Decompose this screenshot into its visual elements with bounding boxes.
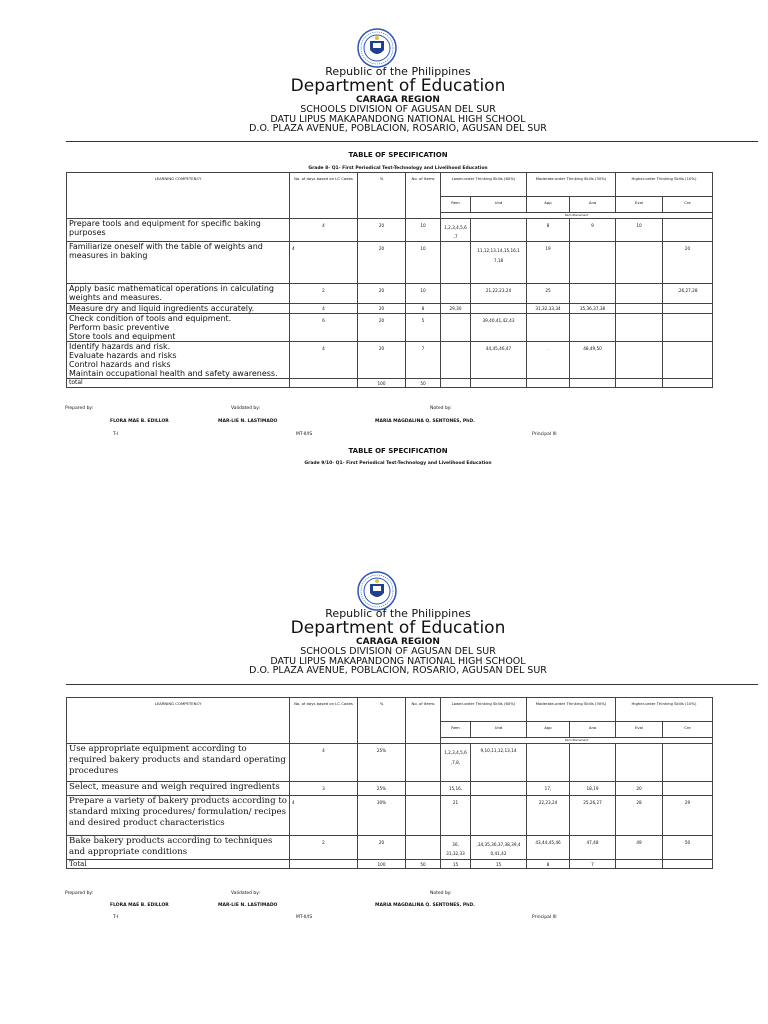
rem-cell <box>441 284 471 304</box>
days-cell: 4 <box>290 744 358 782</box>
col-cre: Cre <box>663 722 713 738</box>
noted-label: Noted by: <box>430 406 452 411</box>
col-ana: Ana <box>570 197 616 213</box>
letterhead <box>0 66 768 134</box>
und-cell: 9,10,11,12,13,14 <box>471 744 527 782</box>
eval-cell: 10 <box>616 219 663 242</box>
department-title: Department of Education <box>290 618 506 638</box>
col-higher-order: Higher-order Thinking Skills (10%) <box>616 698 713 722</box>
table-row <box>67 796 713 836</box>
eval-cell <box>616 342 663 379</box>
items-cell: 10 <box>406 219 441 242</box>
table-row <box>67 782 713 796</box>
prepared-position: T-I <box>113 432 119 437</box>
competency-cell: Use appropriate equipment according to required bakery products and standard operating procedures <box>67 744 290 782</box>
table-row <box>67 836 713 860</box>
competency-cell: Familiarize oneself with the table of weights and measures in baking <box>67 242 290 284</box>
eval-cell: 28 <box>616 796 663 836</box>
rem-cell: 15,16, <box>441 782 471 796</box>
republic-line: Republic of the Philippines <box>325 65 471 78</box>
days-cell: 4 <box>290 219 358 242</box>
total-app: 8 <box>527 860 570 869</box>
school-line: DATU LIPUS MAKAPANDONG NATIONAL HIGH SCHOOL <box>270 655 526 667</box>
app-cell: 19 <box>527 242 570 284</box>
items-cell <box>406 836 441 860</box>
und-cell <box>471 796 527 836</box>
prepared-name: FLORA MAE B. EDILLOR <box>110 903 169 908</box>
validated-label: Validated by: <box>231 891 261 896</box>
percent-cell: 20 <box>358 219 406 242</box>
competency-cell: Measure dry and liquid ingredients accurately. <box>67 304 290 314</box>
validated-name: MAR-LIE N. LASTIMADO <box>218 903 278 908</box>
und-cell: 39,40,41,42,43 <box>471 314 527 342</box>
col-competency: LEARNING COMPETENCY <box>67 698 290 744</box>
eval-cell <box>616 304 663 314</box>
competency-cell: Apply basic mathematical operations in calculating weights and measures. <box>67 284 290 304</box>
validated-position: MT-II/IS <box>296 432 313 437</box>
spec-table-grade8 <box>66 172 713 388</box>
ana-cell <box>570 744 616 782</box>
prepared-label: Prepared by: <box>65 891 94 896</box>
competency-cell: Prepare tools and equipment for specific baking purposes <box>67 219 290 242</box>
col-rem: Rem <box>441 722 471 738</box>
rem-cell: 21 <box>441 796 471 836</box>
und-cell: 44,45,46,47 <box>471 342 527 379</box>
rem-cell: 29,30 <box>441 304 471 314</box>
tos-title-2: TABLE OF SPECIFICATION <box>348 447 448 455</box>
table-row <box>67 314 713 342</box>
division-line: SCHOOLS DIVISION OF AGUSAN DEL SUR <box>300 104 496 115</box>
app-cell: . <box>527 342 570 379</box>
col-eval: Eval <box>616 722 663 738</box>
prepared-label: Prepared by: <box>65 406 94 411</box>
und-cell: 21,22,23,24 <box>471 284 527 304</box>
competency-cell: Check condition of tools and equipment. Perform basic preventive Store tools and equipment <box>67 314 290 342</box>
table-row <box>67 284 713 304</box>
competency-cell: Identify hazards and risk. Evaluate hazards and risks Control hazards and risks Maintain occupational health and safety awareness. <box>67 342 290 379</box>
col-app: App <box>527 197 570 213</box>
rem-cell: 1,2,3,4,5,6 ,7 <box>441 219 471 242</box>
items-cell <box>406 744 441 782</box>
header-row <box>67 173 713 197</box>
total-row <box>67 379 713 388</box>
region-line: CARAGA REGION <box>356 637 440 647</box>
ana-cell <box>570 314 616 342</box>
noted-position: Principal III <box>532 432 557 437</box>
total-row <box>67 860 713 869</box>
rem-cell: 30, 31,32,33 <box>441 836 471 860</box>
und-cell <box>471 304 527 314</box>
school-line: DATU LIPUS MAKAPANDONG NATIONAL HIGH SCHOOL <box>270 113 526 125</box>
percent-cell: 20 <box>358 314 406 342</box>
col-items: No. of Items <box>406 173 441 219</box>
col-rem: Rem <box>441 197 471 213</box>
days-cell: 6 <box>290 314 358 342</box>
cre-cell: ,26,27,28 <box>663 284 713 304</box>
total-und: 15 <box>471 860 527 869</box>
percent-cell: 20 <box>358 284 406 304</box>
col-lower-order: Lower-order Thinking Skills (60%) <box>441 173 527 197</box>
ana-cell: 25,26,27 <box>570 796 616 836</box>
eval-cell <box>616 284 663 304</box>
col-app: App <box>527 722 570 738</box>
percent-cell: 20 <box>358 304 406 314</box>
total-days <box>290 379 358 388</box>
cre-cell <box>663 314 713 342</box>
und-cell: ,34,35,36,37,38,39,4 0,41,42 <box>471 836 527 860</box>
eval-cell <box>616 242 663 284</box>
rem-cell <box>441 314 471 342</box>
ana-cell: 48,49,50 <box>570 342 616 379</box>
cre-cell <box>663 744 713 782</box>
days-cell: 4 <box>290 342 358 379</box>
app-cell <box>527 314 570 342</box>
percent-cell: 25% <box>358 782 406 796</box>
tos-subtitle-2: Grade 9/10- Q1- First Periodical Test-Technology and Livelihood Education <box>304 461 492 466</box>
days-cell: 4 <box>290 304 358 314</box>
cre-cell <box>663 219 713 242</box>
items-cell <box>406 782 441 796</box>
col-percent: % <box>358 173 406 219</box>
col-higher-order: Higher-order Thinking Skills (10%) <box>616 173 713 197</box>
app-cell: 25 <box>527 284 570 304</box>
noted-position: Principal III <box>532 915 557 920</box>
validated-position: MT-II/IS <box>296 915 313 920</box>
total-days <box>290 860 358 869</box>
items-cell: 8 <box>406 304 441 314</box>
validated-label: Validated by: <box>231 406 261 411</box>
table-row <box>67 304 713 314</box>
col-lower-order: Lower-order Thinking Skills (60%) <box>441 698 527 722</box>
rem-cell <box>441 342 471 379</box>
competency-cell: Prepare a variety of bakery products according to standard mixing procedures/ formulation/ recipes and desired product characteristics <box>67 796 290 836</box>
table-row <box>67 342 713 379</box>
col-eval: Eval <box>616 197 663 213</box>
col-moderate-order: Moderate-order Thinking Skills (30%) <box>527 698 616 722</box>
ana-cell: 9 <box>570 219 616 242</box>
col-percent: % <box>358 698 406 744</box>
ana-cell: 47,48 <box>570 836 616 860</box>
col-und: Und <box>471 722 527 738</box>
spec-table-grade9-10 <box>66 697 713 869</box>
deped-seal-icon <box>357 28 397 68</box>
validated-name: MAR-LIE N. LASTIMADO <box>218 419 278 424</box>
total-percent: 100 <box>358 860 406 869</box>
republic-line: Republic of the Philippines <box>325 607 471 620</box>
und-cell <box>471 219 527 242</box>
total-label: total <box>67 379 290 388</box>
total-items: 50 <box>406 379 441 388</box>
eval-cell <box>616 744 663 782</box>
total-label: Total <box>67 860 290 869</box>
cre-cell <box>663 782 713 796</box>
ana-cell <box>570 284 616 304</box>
noted-name: MARIA MAGDALINA Q. SENTONES, PhD. <box>375 903 475 908</box>
eval-cell <box>616 314 663 342</box>
rem-cell: 1,2,3,4,5,6 ,7,8, <box>441 744 471 782</box>
items-cell: 5 <box>406 314 441 342</box>
percent-cell: 30% <box>358 796 406 836</box>
item-placement-label: Item Placement <box>441 738 713 744</box>
region-line: CARAGA REGION <box>356 95 440 105</box>
table-row <box>67 219 713 242</box>
department-title: Department of Education <box>290 76 506 96</box>
ana-cell <box>570 242 616 284</box>
ana-cell: 35,36,37,38 <box>570 304 616 314</box>
header-row <box>67 698 713 722</box>
items-cell: 7 <box>406 342 441 379</box>
col-days: No. of days based on LC Codes <box>290 173 358 219</box>
tos-subtitle: Grade 8- Q1- First Periodical Test-Technology and Livelihood Education <box>308 166 488 171</box>
app-cell: 43,44,45,46 <box>527 836 570 860</box>
items-cell <box>406 796 441 836</box>
cre-cell: 20 <box>663 242 713 284</box>
deped-seal-icon <box>357 571 397 611</box>
division-line: SCHOOLS DIVISION OF AGUSAN DEL SUR <box>300 646 496 657</box>
days-cell: 3 <box>290 782 358 796</box>
total-items: 50 <box>406 860 441 869</box>
days-cell: 4 <box>290 242 358 284</box>
col-und: Und <box>471 197 527 213</box>
percent-cell: 20 <box>358 836 406 860</box>
eval-cell: 49 <box>616 836 663 860</box>
noted-label: Noted by: <box>430 891 452 896</box>
noted-name: MARIA MAGDALINA Q. SENTONES, PhD. <box>375 419 475 424</box>
address-line: D.O. PLAZA AVENUE, POBLACION, ROSARIO, AGUSAN DEL SUR <box>249 665 547 676</box>
col-competency: LEARNING COMPETENCY <box>67 173 290 219</box>
total-percent: 100 <box>358 379 406 388</box>
days-cell: 2 <box>290 284 358 304</box>
col-items: No. of Items <box>406 698 441 744</box>
cre-cell <box>663 342 713 379</box>
ana-cell: 18,19 <box>570 782 616 796</box>
percent-cell: 25% <box>358 744 406 782</box>
item-placement-label: Item Placement <box>441 213 713 219</box>
col-moderate-order: Moderate-order Thinking Skills (30%) <box>527 173 616 197</box>
col-cre: Cre <box>663 197 713 213</box>
app-cell: 8 <box>527 219 570 242</box>
items-cell: 10 <box>406 284 441 304</box>
app-cell: 17, <box>527 782 570 796</box>
competency-cell: Bake bakery products according to techniques and appropriate conditions <box>67 836 290 860</box>
prepared-position: T-I <box>113 915 119 920</box>
table-row <box>67 242 713 284</box>
days-cell: 4 <box>290 796 358 836</box>
cre-cell: 29 <box>663 796 713 836</box>
rem-cell <box>441 242 471 284</box>
tos-title: TABLE OF SPECIFICATION <box>348 151 448 159</box>
table-row <box>67 744 713 782</box>
eval-cell: 20 <box>616 782 663 796</box>
letterhead <box>0 608 768 676</box>
col-ana: Ana <box>570 722 616 738</box>
prepared-name: FLORA MAE B. EDILLOR <box>110 419 169 424</box>
cre-cell: 50 <box>663 836 713 860</box>
days-cell: 2 <box>290 836 358 860</box>
percent-cell: 20 <box>358 242 406 284</box>
address-line: D.O. PLAZA AVENUE, POBLACION, ROSARIO, AGUSAN DEL SUR <box>249 123 547 134</box>
cre-cell <box>663 304 713 314</box>
app-cell: 31,32,33,34 <box>527 304 570 314</box>
und-cell: 11,12,13,14,15,16,1 7,18 <box>471 242 527 284</box>
total-rem: 15 <box>441 860 471 869</box>
total-ana: 7 <box>570 860 616 869</box>
header-divider <box>66 141 758 142</box>
items-cell: 10 <box>406 242 441 284</box>
col-days: No. of days based on LC Codes <box>290 698 358 744</box>
percent-cell: 20 <box>358 342 406 379</box>
app-cell: 22,23,24 <box>527 796 570 836</box>
header-divider <box>66 684 758 685</box>
und-cell <box>471 782 527 796</box>
app-cell <box>527 744 570 782</box>
competency-cell: Select, measure and weigh required ingredients <box>67 782 290 796</box>
